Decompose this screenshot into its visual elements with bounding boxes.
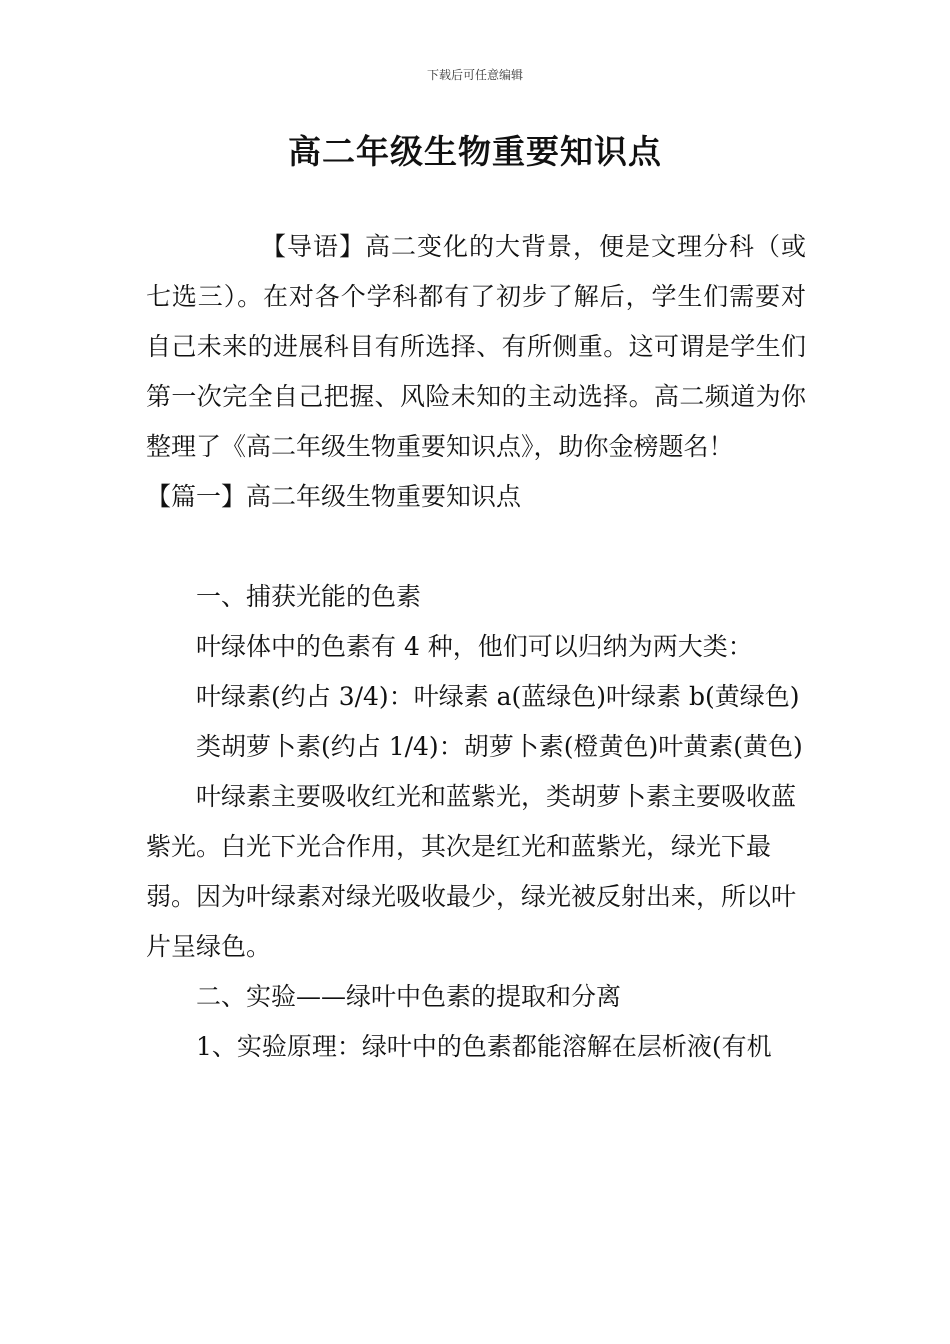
intro-paragraph: 【导语】高二变化的大背景，便是文理分科（或七选三）。在对各个学科都有了初步了解后，学生们需要对自己未来的进展科目有所选择、有所侧重。这可谓是学生们第一次完全自己把握、风险未知的主动选择。高二频道为你整理了《高二年级生物重要知识点》，助你金榜题名！ (146, 232, 806, 461)
paragraph-chlorophyll: 叶绿素(约占 3/4)：叶绿素 a(蓝绿色)叶绿素 b(黄绿色) (196, 682, 800, 711)
document-title: 高二年级生物重要知识点 (288, 132, 662, 171)
page-header-note: 下载后可任意编辑 (426, 68, 523, 82)
section-heading: 【篇一】高二年级生物重要知识点 (146, 482, 522, 511)
paragraph-carotenoids: 类胡萝卜素(约占 1/4)：胡萝卜素(橙黄色)叶黄素(黄色) (196, 732, 803, 761)
blank-line (146, 522, 806, 572)
paragraph-light-absorption: 叶绿素主要吸收红光和蓝紫光，类胡萝卜素主要吸收蓝紫光。白光下光合作用，其次是红光和蓝紫光，绿光下最弱。因为叶绿素对绿光吸收最少，绿光被反射出来，所以叶片呈绿色。 (146, 782, 797, 961)
heading-experiment: 二、实验——绿叶中色素的提取和分离 (196, 982, 622, 1011)
paragraph-pigment-count: 叶绿体中的色素有 4 种，他们可以归纳为两大类： (196, 632, 753, 661)
paragraph-experiment-principle: 1、实验原理：绿叶中的色素都能溶解在层析液(有机 (196, 1032, 772, 1061)
document-body (146, 222, 806, 1072)
heading-pigments: 一、捕获光能的色素 (196, 582, 422, 611)
